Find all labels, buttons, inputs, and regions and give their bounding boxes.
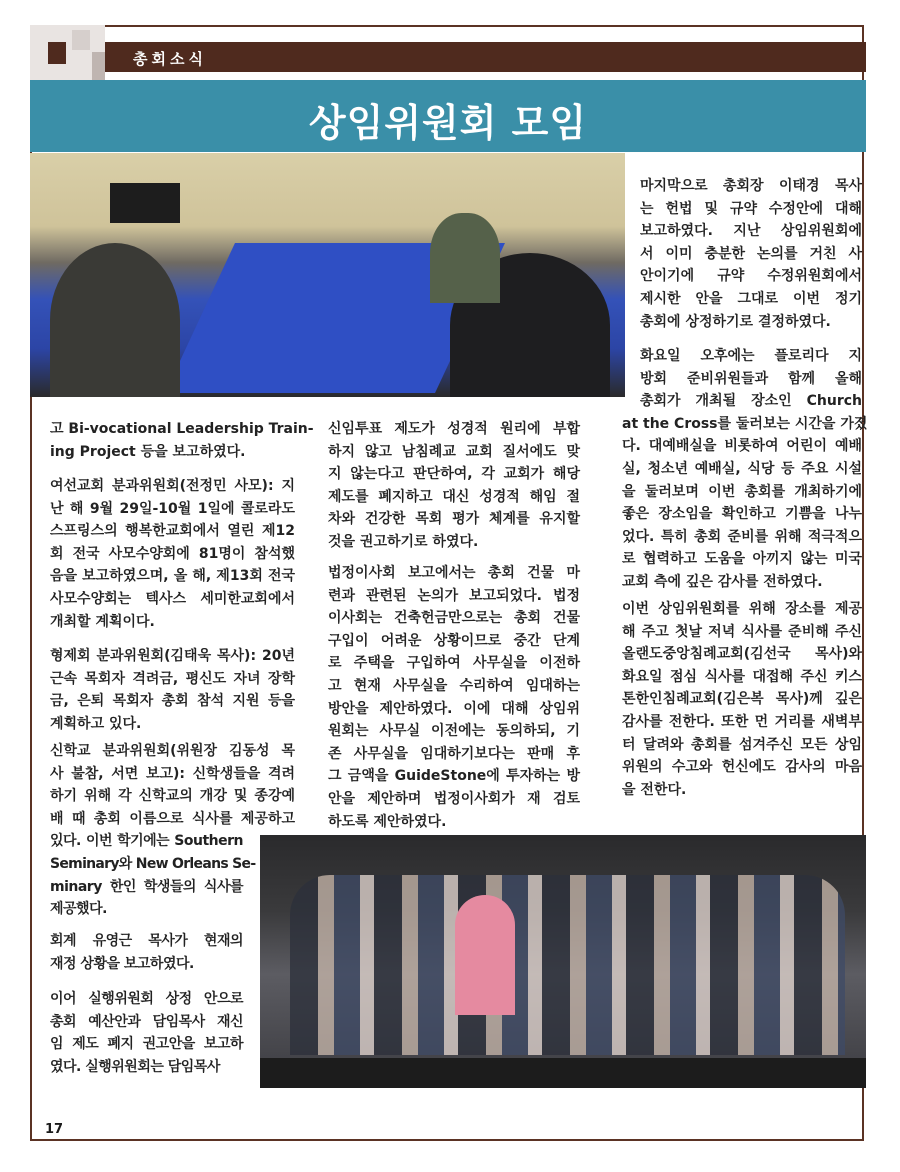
paragraph-line: 개최할 계획이다. xyxy=(50,613,155,630)
paragraph-line: 회 전국 사모수양회에 81명이 참석했 xyxy=(50,545,295,562)
section-label: 총회소식 xyxy=(133,50,207,68)
paragraph-line: 을 전한다. xyxy=(622,781,687,798)
paragraph-line: 화요일 점심 식사를 대접해 주신 키스 xyxy=(622,668,862,685)
paragraph-line: 하기 위해 각 신학교의 개강 및 종강예 xyxy=(50,788,295,805)
paragraph-line: 감사를 전한다. 또한 먼 거리를 새벽부 xyxy=(622,714,862,730)
paragraph-line: 그 금액을 GuideStone에 투자하는 방 xyxy=(328,768,580,785)
paragraph-line: 스프링스의 행복한교회에서 열린 제12 xyxy=(50,523,295,540)
paragraph-line: 서 이미 충분한 논의를 거친 사 xyxy=(640,245,862,262)
paragraph-line: 지 않는다고 판단하여, 각 교회가 해당 xyxy=(328,466,580,483)
paragraph-line: 이사회는 건축헌금만으로는 총회 건물 xyxy=(328,610,580,627)
page-number: 17 xyxy=(45,1122,64,1137)
paragraph-line: 제공했다. xyxy=(50,901,107,918)
paragraph-line: 안이기에 규약 수정위원회에서 xyxy=(640,268,862,285)
paragraph-line: 다. 대예배실을 비롯하여 어린이 예배 xyxy=(622,438,862,455)
paragraph-line: 여선교회 분과위원회(전정민 사모): 지 xyxy=(50,478,295,494)
paragraph-line: 고 현재 사무실을 수리하여 임대하는 xyxy=(328,678,580,694)
paragraph-line: 교회 측에 깊은 감사를 전하였다. xyxy=(622,574,823,590)
paragraph-line: 좋은 장소임을 확인하고 기쁨을 나누 xyxy=(622,506,862,523)
paragraph-line: 고 Bi-vocational Leadership Train- xyxy=(50,421,314,437)
paragraph-line: 있다. 이번 학기에는 Southern xyxy=(50,833,243,850)
paragraph-line: 올랜도중앙침례교회(김선국 목사)와 xyxy=(622,646,862,663)
paragraph-line: 하지 않고 남침례교 교회 질서에도 맞 xyxy=(328,443,580,460)
paragraph-line: 차와 건강한 목회 평가 체계를 유지할 xyxy=(328,511,580,528)
paragraph-line: 임 제도 폐지 권고안을 보고하 xyxy=(50,1036,243,1053)
paragraph-line: 형제회 분과위원회(김태욱 목사): 20년 xyxy=(50,648,295,664)
decorative-square xyxy=(92,52,105,80)
section-bar xyxy=(105,42,866,72)
paragraph-line: minary 한인 학생들의 식사를 xyxy=(50,878,243,895)
paragraph-line: 근속 목회자 격려금, 평신도 자녀 장학 xyxy=(50,670,295,687)
decorative-square xyxy=(72,30,90,50)
paragraph-line: 을 둘러보며 이번 총회를 개최하기에 xyxy=(622,483,862,500)
paragraph-line: 로 주택을 구입하여 사무실을 이전하 xyxy=(328,655,580,672)
paragraph-line: 었다. 특히 총회 준비를 위해 적극적으 xyxy=(622,528,862,545)
paragraph-line: 금, 은퇴 목회자 총회 참석 지원 등을 xyxy=(50,693,295,710)
paragraph-line: 하도록 제안하였다. xyxy=(328,813,447,830)
page-title: 상임위원회 모임 xyxy=(308,101,588,145)
paragraph-line: 화요일 오후에는 플로리다 지 xyxy=(640,348,862,364)
paragraph-line: 였다. 실행위원회는 담임목사 xyxy=(50,1058,220,1075)
paragraph-line: 회계 유영근 목사가 현재의 xyxy=(50,933,243,949)
paragraph-line: 사모수양회는 텍사스 세미한교회에서 xyxy=(50,591,295,607)
group-photo xyxy=(260,835,866,1088)
meeting-photo xyxy=(30,153,625,397)
paragraph-line: 련과 관련된 논의가 보고되었다. 법정 xyxy=(328,587,580,604)
title-bar xyxy=(30,80,866,152)
paragraph-line: 사 불참, 서면 보고): 신학생들을 격려 xyxy=(50,765,295,782)
paragraph-line: at the Cross를 둘러보는 시간을 가졌 xyxy=(622,415,868,432)
paragraph-line: 존 사무실을 임대하기보다는 판매 후 xyxy=(328,745,580,762)
paragraph-line: 구입이 어려운 상황이므로 중간 단계 xyxy=(328,632,580,649)
paragraph-line: 총회가 개최될 장소인 Church xyxy=(640,393,862,410)
paragraph-line: 이어 실행위원회 상정 안으로 xyxy=(50,991,243,1007)
paragraph-line: 터 달려와 총회를 섬겨주신 모든 상임 xyxy=(622,736,862,753)
paragraph-line: 신학교 분과위원회(위원장 김동성 목 xyxy=(50,743,295,759)
paragraph-line: 방회 준비위원들과 함께 올해 xyxy=(640,370,862,387)
paragraph-line: 이번 상임위원회를 위해 장소를 제공 xyxy=(622,601,862,617)
paragraph-line: 위원의 수고와 헌신에도 감사의 마음 xyxy=(622,759,862,776)
paragraph-line: 실, 청소년 예배실, 식당 등 주요 시설 xyxy=(622,461,862,477)
paragraph-line: 제시한 안을 그대로 이번 정기 xyxy=(640,291,862,307)
paragraph-line: 톤한인침례교회(김은복 목사)께 깊은 xyxy=(622,691,862,708)
paragraph-line: 계획하고 있다. xyxy=(50,715,142,732)
paragraph-line: ing Project 등을 보고하였다. xyxy=(50,443,246,460)
paragraph-line: 총회 예산안과 담임목사 재신 xyxy=(50,1013,243,1030)
paragraph-line: 법정이사회 보고에서는 총회 건물 마 xyxy=(328,565,580,581)
paragraph-line: 신임투표 제도가 성경적 원리에 부합 xyxy=(328,421,580,437)
paragraph-line: 제도를 폐지하고 대신 성경적 해임 절 xyxy=(328,488,580,505)
paragraph-line: 보고하였다. 지난 상임위원회에 xyxy=(640,223,862,240)
paragraph-line: 총회에 상정하기로 결정하였다. xyxy=(640,313,831,330)
paragraph-line: 마지막으로 총회장 이태경 목사 xyxy=(640,178,862,194)
paragraph-line: 난 해 9월 29일-10월 1일에 콜로라도 xyxy=(50,500,295,517)
paragraph-line: 안을 제안하며 법정이사회가 재 검토 xyxy=(328,791,580,807)
paragraph-line: 것을 권고하기로 하였다. xyxy=(328,534,479,550)
paragraph-line: 는 헌법 및 규약 수정안에 대해 xyxy=(640,200,862,217)
paragraph-line: 배 때 총회 이름으로 식사를 제공하고 xyxy=(50,810,295,827)
paragraph-line: 음을 보고하였으며, 올 해, 제13회 전국 xyxy=(50,568,295,585)
decorative-square xyxy=(48,42,66,64)
paragraph-line: 방안을 제안하였다. 이에 대해 상임위 xyxy=(328,700,580,717)
paragraph-line: 해 주고 첫날 저녁 식사를 준비해 주신 xyxy=(622,623,862,640)
paragraph-line: Seminary와 New Orleans Se- xyxy=(50,856,256,872)
paragraph-line: 로 협력하고 도움을 아끼지 않는 미국 xyxy=(622,551,862,568)
paragraph-line: 재정 상황을 보고하였다. xyxy=(50,955,194,972)
paragraph-line: 원회는 사무실 이전에는 동의하되, 기 xyxy=(328,723,580,740)
